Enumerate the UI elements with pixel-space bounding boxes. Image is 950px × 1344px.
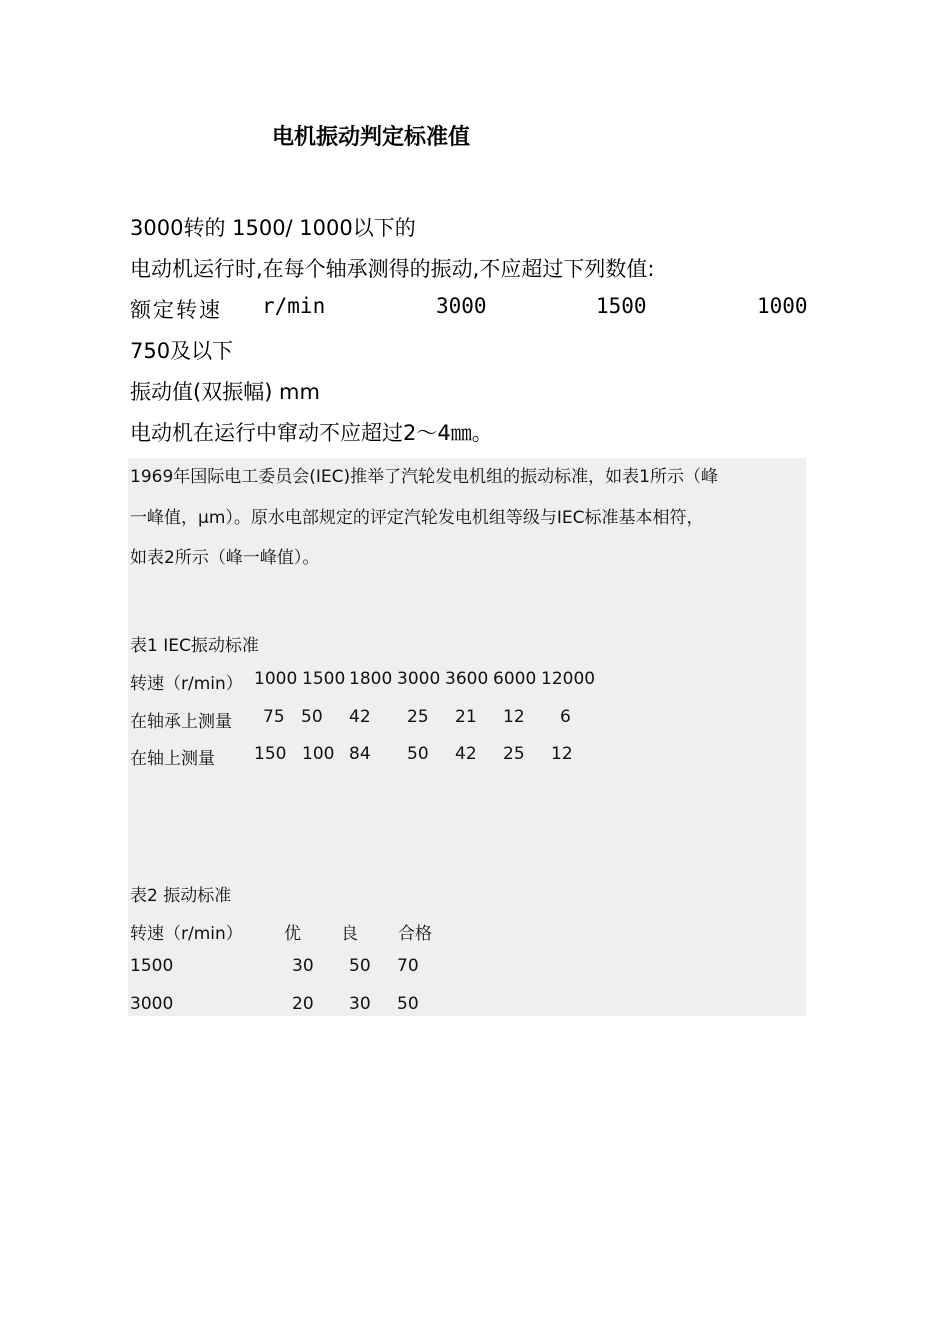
table2-grade: 优	[284, 924, 301, 944]
intro-line-6: 电动机在运行中窜动不应超过2～4㎜。	[130, 421, 493, 445]
table1-speed: 1000	[254, 669, 298, 689]
rated-speed-value: 1500	[596, 294, 647, 318]
table2-cell: 30	[349, 994, 371, 1014]
table1-speed: 1500	[302, 669, 346, 689]
table2-caption: 表2 振动标准	[130, 886, 232, 906]
table2-header-label: 转速（r/min）	[130, 924, 243, 944]
table1-cell: 25	[503, 744, 525, 764]
rated-speed-value: 1000	[757, 294, 808, 318]
table1-speed: 3000	[397, 669, 441, 689]
para-line-1: 1969年国际电工委员会(IEC)推举了汽轮发电机组的振动标准，如表1所示（峰	[130, 467, 718, 487]
table2-speed: 3000	[130, 994, 174, 1014]
table1-speed: 6000	[493, 669, 537, 689]
intro-line-2: 电动机运行时,在每个轴承测得的振动,不应超过下列数值:	[130, 257, 655, 281]
table1-cell: 42	[349, 707, 371, 727]
table1-cell: 12	[551, 744, 573, 764]
table2-cell: 30	[292, 956, 314, 976]
rated-speed-unit: r/min	[262, 294, 326, 318]
intro-line-4: 750及以下	[130, 339, 234, 363]
table2-cell: 50	[397, 994, 419, 1014]
rated-speed-value: 3000	[436, 294, 487, 318]
document-title: 电机振动判定标准值	[272, 125, 471, 150]
table2-grade: 良	[341, 924, 358, 944]
table1-row-label: 在轴承上测量	[130, 712, 232, 732]
table1-row-label: 在轴上测量	[130, 749, 215, 769]
para-line-3: 如表2所示（峰一峰值）。	[130, 548, 320, 568]
table1-cell: 100	[302, 744, 335, 764]
table1-cell: 50	[301, 707, 323, 727]
table1-cell: 50	[407, 744, 429, 764]
intro-line-1: 3000转的 1500/ 1000以下的	[130, 216, 416, 240]
table1-cell: 84	[349, 744, 371, 764]
table1-cell: 150	[254, 744, 287, 764]
table1-caption: 表1 IEC振动标准	[130, 636, 259, 656]
table1-cell: 6	[560, 707, 571, 727]
table2-speed: 1500	[130, 956, 174, 976]
table2-grade: 合格	[398, 924, 432, 944]
table1-cell: 75	[263, 707, 285, 727]
table2-cell: 70	[397, 956, 419, 976]
table1-cell: 42	[455, 744, 477, 764]
table1-speed: 12000	[541, 669, 596, 689]
table1-header-label: 转速（r/min）	[130, 674, 243, 694]
table1-cell: 25	[407, 707, 429, 727]
table1-speed: 3600	[445, 669, 489, 689]
intro-line-5: 振动值(双振幅) mm	[130, 380, 320, 404]
table2-cell: 50	[349, 956, 371, 976]
table1-cell: 21	[455, 707, 477, 727]
table1-cell: 12	[503, 707, 525, 727]
para-line-2: 一峰值，μm）。原水电部规定的评定汽轮发电机组等级与IEC标准基本相符，	[130, 508, 704, 528]
table2-cell: 20	[292, 994, 314, 1014]
table1-speed: 1800	[349, 669, 393, 689]
rated-speed-label: 额定转速	[130, 298, 222, 322]
